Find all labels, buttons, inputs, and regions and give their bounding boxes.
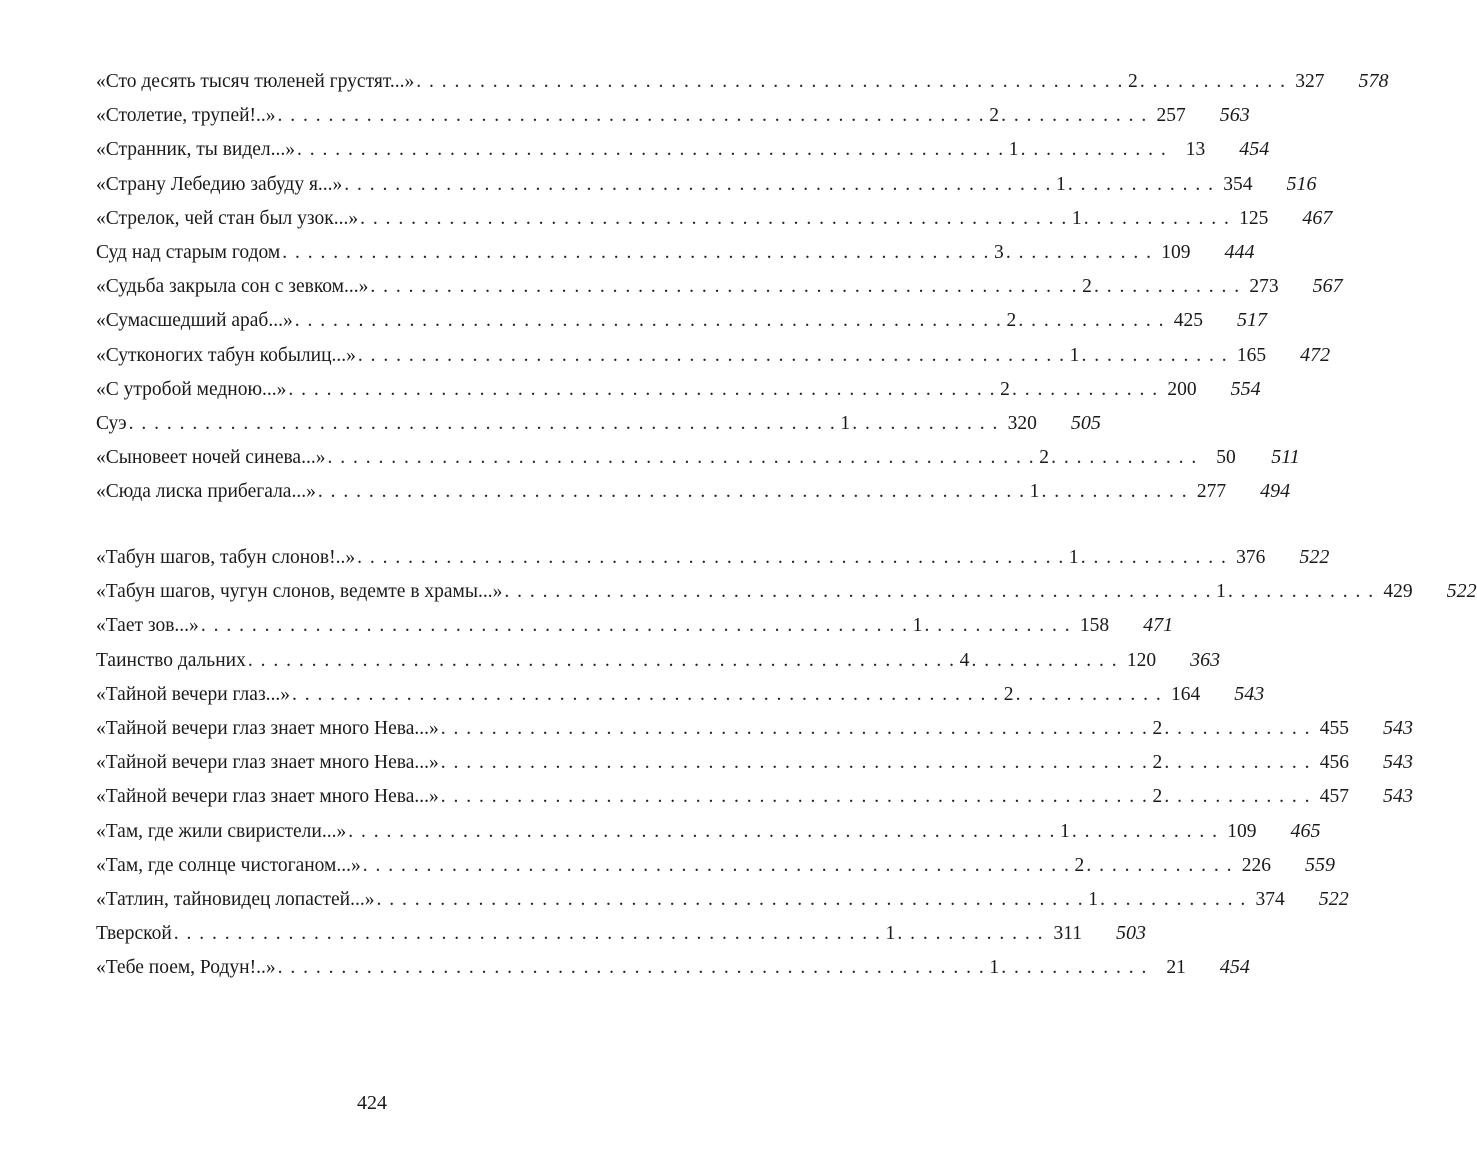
- entry-page: 457: [1319, 786, 1349, 808]
- dot-leader: [282, 236, 990, 270]
- entry-comment-page: 516: [1286, 172, 1317, 195]
- index-entry: [96, 132, 1270, 166]
- dot-leader: [1068, 168, 1215, 202]
- entry-title: «Тайной вечери глаз знает много Нева...»: [96, 752, 439, 774]
- dot-leader: [504, 575, 1212, 609]
- entry-title: «Тебе поем, Родун!..»: [96, 957, 276, 979]
- entry-page: 455: [1319, 717, 1349, 739]
- index-entry: [96, 201, 1333, 235]
- index-entry: [96, 303, 1267, 337]
- entry-page: 125: [1239, 207, 1269, 229]
- entry-title: «Табун шагов, чугун слонов, ведемте в храмы...»: [96, 581, 503, 603]
- entry-volume: 1: [989, 957, 1000, 979]
- dot-leader: [327, 441, 1035, 475]
- dot-leader: [278, 99, 986, 133]
- entry-comment-page: 543: [1383, 785, 1413, 808]
- entry-page: 320: [1007, 412, 1037, 434]
- entry-comment-page: 511: [1271, 446, 1300, 469]
- entry-comment-page: 543: [1383, 751, 1413, 774]
- entry-page: 311: [1053, 923, 1083, 945]
- dot-leader: [370, 270, 1078, 304]
- page-number: 424: [357, 1092, 387, 1114]
- index-entry: [96, 643, 1221, 677]
- entry-comment-page: 471: [1143, 614, 1174, 637]
- dot-leader: [318, 475, 1026, 509]
- entry-comment-page: 559: [1305, 853, 1336, 876]
- entry-volume: 1: [1088, 888, 1098, 910]
- dot-leader: [971, 644, 1118, 678]
- entry-comment-page: 465: [1290, 819, 1321, 842]
- entry-page: 165: [1236, 344, 1267, 366]
- dot-leader: [377, 883, 1085, 917]
- entry-volume: 2: [1152, 752, 1163, 774]
- dot-leader: [1051, 441, 1198, 475]
- dot-leader: [357, 541, 1065, 575]
- dot-leader: [852, 407, 999, 441]
- dot-leader: [1082, 339, 1229, 373]
- dot-leader: [897, 917, 1044, 951]
- index-group-t: [96, 540, 1477, 984]
- entry-volume: 2: [1003, 683, 1014, 705]
- index-entry: [96, 98, 1250, 132]
- entry-comment-page: 522: [1446, 580, 1477, 603]
- dot-leader: [416, 65, 1124, 99]
- entry-comment-page: 503: [1116, 922, 1147, 945]
- entry-volume: 1: [1069, 344, 1080, 366]
- entry-title: «Сто десять тысяч тюленей грустят...»: [96, 71, 415, 92]
- index-entry: [96, 440, 1300, 474]
- entry-volume: 2: [989, 105, 1000, 127]
- entry-page: 13: [1185, 139, 1206, 161]
- entry-comment-page: 454: [1239, 138, 1270, 161]
- entry-volume: 2: [1128, 71, 1138, 92]
- entry-title: Тверской: [96, 923, 172, 945]
- entry-volume: 1: [885, 923, 896, 945]
- entry-comment-page: 444: [1224, 240, 1255, 263]
- index-entry: [96, 779, 1413, 813]
- dot-leader: [174, 917, 882, 951]
- entry-volume: 2: [1152, 717, 1163, 739]
- entry-title: «Странник, ты видел...»: [96, 139, 296, 161]
- dot-leader: [297, 133, 1005, 167]
- entry-title: «Судьба закрыла сон с зевком...»: [96, 276, 369, 298]
- dot-leader: [344, 168, 1052, 202]
- entry-page: 456: [1319, 752, 1349, 774]
- entry-title: Суд над старым годом: [96, 241, 281, 263]
- index-entry: [96, 745, 1413, 779]
- entry-volume: 1: [1059, 820, 1070, 842]
- entry-comment-page: 472: [1300, 343, 1331, 366]
- dot-leader: [1140, 65, 1287, 99]
- entry-title: «Сыновеет ночей синева...»: [96, 447, 326, 469]
- entry-title: «Тайной вечери глаз...»: [96, 683, 291, 705]
- entry-comment-page: 563: [1219, 104, 1250, 127]
- index-entry: [96, 372, 1261, 406]
- index-entry: [96, 235, 1255, 269]
- entry-title: «Сюда лиска прибегала...»: [96, 481, 316, 503]
- dot-leader: [441, 780, 1149, 814]
- entry-volume: 2: [1006, 310, 1017, 332]
- entry-comment-page: 578: [1358, 70, 1389, 92]
- entry-comment-page: 554: [1230, 377, 1261, 400]
- index-entry: [96, 540, 1330, 574]
- entry-title: Суэ: [96, 412, 127, 434]
- entry-page: 109: [1161, 241, 1191, 263]
- dot-leader: [441, 746, 1149, 780]
- index-entry: [96, 574, 1477, 608]
- index-entry: [96, 814, 1321, 848]
- dot-leader: [1018, 304, 1165, 338]
- dot-leader: [201, 609, 909, 643]
- dot-leader: [1100, 883, 1247, 917]
- dot-leader: [1016, 678, 1163, 712]
- dot-leader: [278, 951, 986, 985]
- entry-page: 327: [1295, 71, 1325, 92]
- dot-leader: [295, 304, 1003, 338]
- dot-leader: [924, 609, 1071, 643]
- dot-leader: [288, 373, 996, 407]
- dot-leader: [1164, 712, 1311, 746]
- dot-leader: [1228, 575, 1375, 609]
- dot-leader: [292, 678, 1000, 712]
- entry-page: 226: [1241, 854, 1272, 876]
- index-entry: [96, 474, 1291, 508]
- index-entry: [96, 677, 1265, 711]
- entry-comment-page: 522: [1318, 887, 1349, 910]
- index-entry: [96, 64, 1389, 98]
- entry-volume: 4: [959, 649, 970, 671]
- dot-leader: [360, 202, 1068, 236]
- dot-leader: [248, 644, 956, 678]
- dot-leader: [1006, 236, 1153, 270]
- dot-leader: [1001, 99, 1148, 133]
- entry-title: «Стрелок, чей стан был узок...»: [96, 207, 359, 229]
- entry-volume: 2: [1082, 276, 1092, 298]
- dot-leader: [1001, 951, 1148, 985]
- dot-leader: [1164, 746, 1311, 780]
- entry-page: 50: [1216, 447, 1236, 469]
- entry-comment-page: 494: [1260, 480, 1291, 503]
- entry-comment-page: 543: [1383, 716, 1413, 739]
- index-entry: [96, 711, 1413, 745]
- entry-title: «Столетие, трупей!..»: [96, 105, 276, 127]
- entry-comment-page: 363: [1190, 648, 1221, 671]
- dot-leader: [1094, 270, 1241, 304]
- entry-page: 429: [1383, 581, 1413, 603]
- index-entry: [96, 608, 1174, 642]
- entry-title: «Табун шагов, табун слонов!..»: [96, 547, 356, 568]
- entry-page: 21: [1166, 957, 1186, 979]
- entry-title: «Там, где жили свиристели...»: [96, 820, 347, 842]
- entry-page: 376: [1236, 547, 1266, 568]
- entry-page: 354: [1223, 173, 1253, 195]
- entry-page: 257: [1156, 105, 1186, 127]
- entry-volume: 1: [1008, 139, 1019, 161]
- entry-comment-page: 567: [1312, 275, 1343, 298]
- index-entry: [96, 848, 1336, 882]
- dot-leader: [1072, 815, 1219, 849]
- dot-leader: [1021, 133, 1168, 167]
- dot-leader: [363, 849, 1071, 883]
- dot-leader: [358, 339, 1066, 373]
- index-entry: [96, 882, 1349, 916]
- entry-page: 158: [1079, 615, 1110, 637]
- entry-comment-page: 522: [1299, 546, 1330, 568]
- index-entry: [96, 269, 1343, 303]
- entry-volume: 1: [840, 412, 851, 434]
- entry-title: «Тайной вечери глаз знает много Нева...»: [96, 717, 439, 739]
- dot-leader: [1084, 202, 1231, 236]
- entry-page: 109: [1227, 820, 1257, 842]
- index-entry: [96, 167, 1317, 201]
- entry-title: «С утробой медною...»: [96, 378, 287, 400]
- dot-leader: [129, 407, 837, 441]
- entry-title: «Татлин, тайновидец лопастей...»: [96, 888, 375, 910]
- entry-title: «Тайной вечери глаз знает много Нева...»: [96, 786, 439, 808]
- index-entry: [96, 950, 1250, 984]
- entry-volume: 2: [1074, 854, 1085, 876]
- index-entry: [96, 406, 1101, 440]
- entry-page: 277: [1196, 481, 1227, 503]
- entry-volume: 3: [993, 241, 1004, 263]
- entry-page: 425: [1173, 310, 1203, 332]
- entry-volume: 1: [1056, 173, 1066, 195]
- entry-title: «Тает зов...»: [96, 615, 199, 637]
- entry-page: 164: [1171, 683, 1201, 705]
- entry-comment-page: 467: [1302, 206, 1333, 229]
- entry-volume: 2: [1039, 447, 1049, 469]
- entry-volume: 2: [1152, 786, 1163, 808]
- entry-comment-page: 517: [1236, 309, 1267, 332]
- dot-leader: [1164, 780, 1311, 814]
- entry-page: 120: [1126, 649, 1157, 671]
- dot-leader: [1041, 475, 1188, 509]
- entry-volume: 1: [1029, 481, 1040, 503]
- index-entry: [96, 338, 1331, 372]
- entry-title: «Сумасшедший араб...»: [96, 310, 293, 332]
- entry-title: «Там, где солнце чистоганом...»: [96, 854, 361, 876]
- dot-leader: [1012, 373, 1159, 407]
- entry-title: «Страну Лебедию забуду я...»: [96, 173, 343, 195]
- index-entry: [96, 916, 1147, 950]
- dot-leader: [1086, 849, 1233, 883]
- entry-comment-page: 505: [1070, 411, 1101, 434]
- entry-page: 200: [1167, 378, 1197, 400]
- entry-title: «Сутконогих табун кобылиц...»: [96, 344, 356, 366]
- dot-leader: [1081, 541, 1228, 575]
- entry-title: Таинство дальних: [96, 649, 246, 671]
- entry-comment-page: 543: [1234, 682, 1265, 705]
- entry-volume: 1: [1071, 207, 1082, 229]
- dot-leader: [348, 815, 1056, 849]
- entry-page: 273: [1249, 276, 1279, 298]
- entry-volume: 1: [1068, 547, 1079, 568]
- entry-volume: 2: [1000, 378, 1010, 400]
- entry-volume: 1: [1216, 581, 1226, 603]
- index-group-s: [96, 64, 1389, 508]
- dot-leader: [441, 712, 1149, 746]
- entry-comment-page: 454: [1219, 956, 1250, 979]
- entry-volume: 1: [912, 615, 923, 637]
- entry-page: 374: [1255, 888, 1285, 910]
